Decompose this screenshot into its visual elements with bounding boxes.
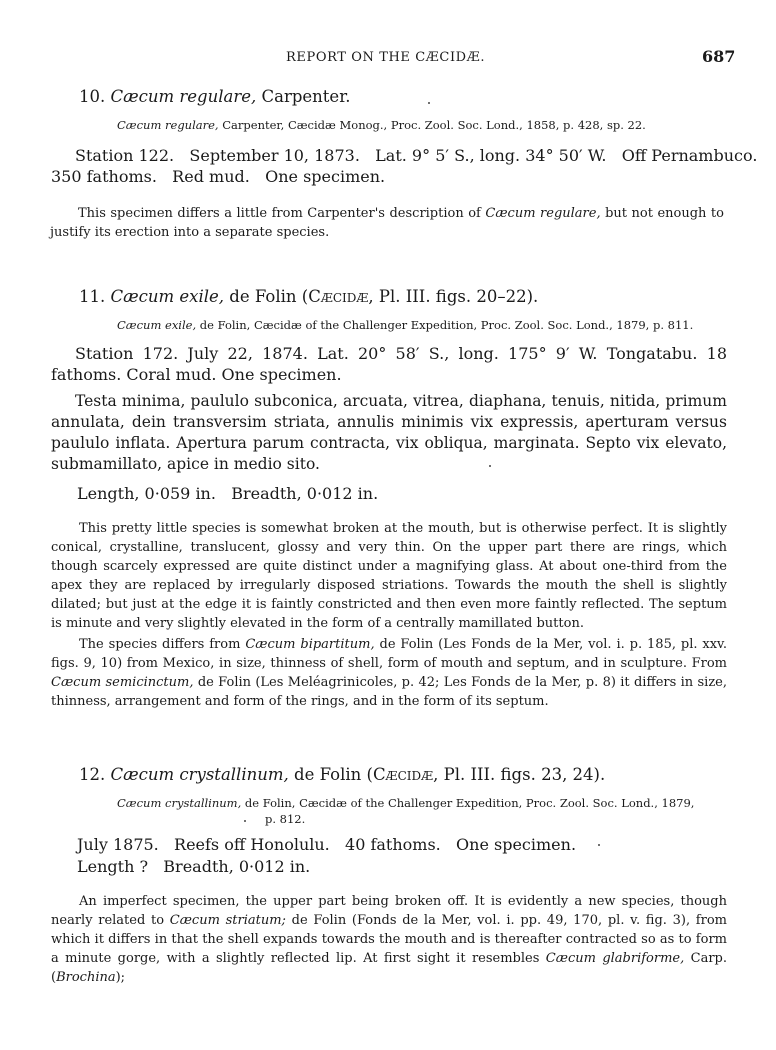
reference-citation: Carpenter, Cæcidæ Monog., Proc. Zool. Soc. Lond., 1858, p. 428, sp. 22.: [222, 118, 646, 132]
station-line: Station 122. September 10, 1873. Lat. 9° 5′ S., long. 34° 50′ W. Off Pernambuco.: [75, 146, 758, 165]
entry-12-description: [51, 892, 727, 987]
reference-name: Cæcum crystallinum,: [117, 796, 242, 810]
entry-number: 11.: [79, 287, 106, 306]
page-number: 687: [702, 47, 736, 66]
print-speck: [244, 820, 246, 822]
comparison-paragraph: [51, 635, 727, 711]
species-author: de Folin (: [229, 287, 309, 306]
description-paragraph: This pretty little species is somewhat broken at the mouth, but is otherwise perfect. It is slightly conical, crystalline, translucent, glossy and very thin. On the upper part there are rings, which though scarcely expressed are quite distinct under a magnifying glass. At about one-third from the apex they are replaced by irregularly disposed striations. Towards the mouth the shell is slightly dilated; but just at the edge it is faintly constricted and then even more faintly reflected. The septum is minute and very slightly elevated in the form of a centrally mamillated button.: [51, 521, 727, 631]
compared-species-name: Cæcum bipartitum,: [245, 637, 375, 652]
station-text: Station 172. July 22, 1874. Lat. 20° 58′ S., long. 175° 9′ W. Tongatabu. 18 fathoms. Coral mud. One specimen.: [51, 344, 727, 384]
station-line: 350 fathoms. Red mud. One specimen.: [51, 167, 386, 186]
genus-name: Brochina: [56, 970, 116, 985]
reference-citation: de Folin, Cæcidæ of the Challenger Expedition, Proc. Zool. Soc. Lond., 1879,: [244, 796, 695, 810]
para-text: Carp. (: [51, 951, 728, 985]
entry-11-reference: [117, 318, 693, 332]
print-speck: [428, 102, 430, 104]
note-species-name: Cæcum regulare,: [485, 206, 601, 221]
entry-12-reference-page: p. 812.: [265, 812, 306, 826]
plate-reference: , Pl. III. figs. 20–22).: [368, 287, 539, 306]
plate-reference: , Pl. III. figs. 23, 24).: [433, 765, 606, 784]
species-name: Cæcum crystallinum,: [110, 765, 289, 784]
para-text: de Folin (Les Meléagrinicoles, p. 42; Les Fonds de la Mer, p. 8) it differs in size, thinness, arrangement and form of the rings, and in the form of its septum.: [51, 675, 727, 709]
reference-citation: de Folin, Cæcidæ of the Challenger Expedition, Proc. Zool. Soc. Lond., 1879, p. 811.: [199, 318, 694, 332]
family-name: Cæcidæ: [372, 765, 434, 784]
note-text: but not enough to justify its erection into a separate species.: [50, 206, 724, 240]
note-text: This specimen differs a little from Carpenter's description of: [78, 206, 486, 221]
entry-12-title: [79, 765, 605, 784]
species-name: Cæcum regulare,: [110, 87, 257, 106]
para-text: The species differs from: [79, 637, 246, 652]
entry-10-title: [79, 87, 351, 106]
entry-11-station: [51, 343, 727, 385]
latin-diagnosis: Testa minima, paululo subconica, arcuata, vitrea, diaphana, tenuis, nitida, primum annulata, dein transversim striata, annulis minimis vix expressis, aperturam versus paululo inflata. Apertura parum contracta, vix obliqua, marginata. Septo vix elevato, submamillato, apice in medio sito.: [51, 392, 727, 473]
entry-10-note: [50, 204, 724, 242]
entry-12-reference: [117, 796, 694, 810]
related-species-name: Cæcum striatum;: [169, 913, 286, 928]
species-author: Carpenter.: [261, 87, 351, 106]
running-title: REPORT ON THE CÆCIDÆ.: [286, 50, 486, 65]
reference-name: Cæcum exile,: [117, 318, 197, 332]
reference-name: Cæcum regulare,: [117, 118, 219, 132]
family-name: Cæcidæ: [308, 287, 369, 306]
description-paragraph: [51, 892, 727, 987]
entry-12-station: July 1875. Reefs off Honolulu. 40 fathoms. One specimen.: [77, 835, 577, 854]
species-author: de Folin (: [294, 765, 373, 784]
entry-number: 10.: [79, 87, 106, 106]
print-speck: [489, 465, 491, 467]
species-name: Cæcum exile,: [110, 287, 225, 306]
para-text: An imperfect specimen, the upper part being broken off. It is evidently a new species, though nearly related to: [51, 894, 727, 928]
para-text: de Folin (Les Fonds de la Mer, vol. i. p. 185, pl. xxv. figs. 9, 10) from Mexico, in size, thinness of shell, form of mouth and septum, and in sculpture. From: [51, 637, 727, 671]
compared-species-name: Cæcum semicinctum,: [51, 675, 194, 690]
related-species-name: Cæcum glabriforme,: [545, 951, 685, 966]
entry-12-measurements: Length ? Breadth, 0·012 in.: [77, 857, 311, 876]
entry-11-measurements: Length, 0·059 in. Breadth, 0·012 in.: [77, 484, 379, 503]
para-text: de Folin (Fonds de la Mer, vol. i. pp. 49, 170, pl. v. fig. 3), from which it differs in that the shell expands towards the mouth and is thereafter contracted so as to form a minute gorge, with a slightly reflected lip. At first sight it resembles: [51, 913, 727, 966]
entry-10-station: [51, 145, 758, 187]
print-speck: [598, 844, 600, 846]
para-text: );: [115, 970, 126, 985]
entry-10-reference: [117, 118, 646, 132]
entry-11-description: [51, 519, 727, 711]
entry-11-title: [79, 287, 538, 306]
entry-11-diagnosis: [51, 391, 727, 475]
entry-number: 12.: [79, 765, 106, 784]
